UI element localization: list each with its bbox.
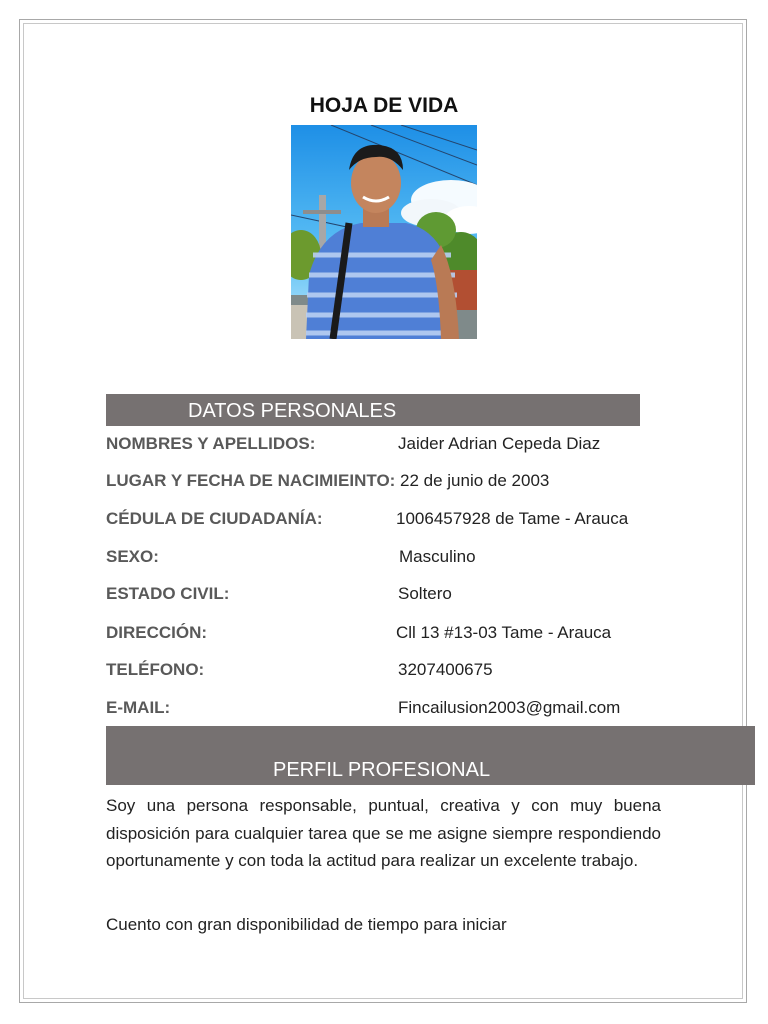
field-row-direccion [106, 621, 706, 645]
field-value-nacimiento: 22 de junio de 2003 [400, 471, 550, 490]
field-row-nombres [106, 432, 706, 456]
field-value-nombres: Jaider Adrian Cepeda Diaz [398, 434, 601, 453]
field-value-sexo: Masculino [399, 547, 476, 566]
section-header-perfil-profesional: PERFIL PROFESIONAL [106, 726, 755, 785]
field-value-cedula: 1006457928 de Tame - Arauca [396, 509, 629, 528]
field-row-estado-civil [106, 582, 706, 606]
field-label-email: E-MAIL: [106, 698, 171, 717]
field-label-direccion: DIRECCIÓN: [106, 623, 208, 642]
document-title: HOJA DE VIDA [309, 94, 459, 117]
field-value-estado-civil: Soltero [398, 584, 452, 603]
profile-paragraph: Soy una persona responsable, puntual, creativa y con muy buena disposición para cualquier tarea que se me asigne siempre respondiendo oportunamente y con toda la actitud para realizar un excelente trabajo. [106, 796, 661, 870]
field-label-nacimiento: LUGAR Y FECHA DE NACIMIEINTO: [106, 471, 396, 490]
field-value-email: Fincailusion2003@gmail.com [398, 698, 621, 717]
field-label-nombres: NOMBRES Y APELLIDOS: [106, 434, 316, 453]
availability-paragraph: Cuento con gran disponibilidad de tiempo para iniciar [106, 915, 507, 934]
profile-photo [291, 125, 477, 339]
field-row-cedula [106, 507, 706, 531]
section-header-datos-personales: DATOS PERSONALES [106, 394, 640, 426]
field-label-sexo: SEXO: [106, 547, 159, 566]
field-label-cedula: CÉDULA DE CIUDADANÍA: [106, 509, 323, 528]
field-label-telefono: TELÉFONO: [106, 660, 205, 679]
field-value-telefono: 3207400675 [398, 660, 493, 679]
field-row-telefono [106, 658, 706, 682]
field-value-direccion: Cll 13 #13-03 Tame - Arauca [396, 623, 612, 642]
field-label-estado-civil: ESTADO CIVIL: [106, 584, 230, 603]
field-row-sexo [106, 545, 706, 569]
field-row-nacimiento [106, 469, 706, 493]
field-row-email [106, 696, 706, 720]
